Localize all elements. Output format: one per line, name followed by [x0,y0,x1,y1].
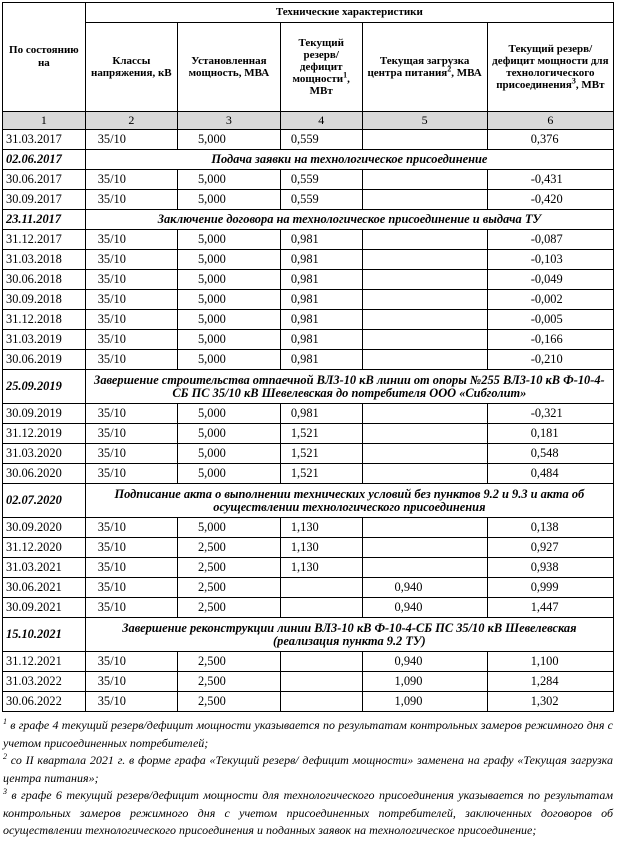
reserve-cell: 0,559 [280,190,362,210]
load-cell [362,464,487,484]
voltage-cell: 35/10 [85,578,177,598]
date-cell: 31.03.2017 [3,130,86,150]
event-description: Подача заявки на технологическое присоединение [85,150,613,170]
group-header: Технические характеристики [85,3,613,23]
voltage-cell: 35/10 [85,672,177,692]
power-cell: 5,000 [177,424,280,444]
load-cell: 1,090 [362,672,487,692]
voltage-cell: 35/10 [85,558,177,578]
load-cell [362,558,487,578]
tech-reserve-cell: 1,100 [487,652,613,672]
power-cell: 2,500 [177,672,280,692]
date-cell: 30.09.2017 [3,190,86,210]
power-cell: 5,000 [177,404,280,424]
event-description: Заключение договора на технологическое присоединение и выдача ТУ [85,210,613,230]
date-cell: 31.12.2019 [3,424,86,444]
tech-reserve-cell: 0,138 [487,518,613,538]
voltage-cell: 35/10 [85,250,177,270]
voltage-cell: 35/10 [85,652,177,672]
footnote: $^3$ в графе 6 текущий резерв/дефицит мощности для технологического присоединения указывается по результатам контрольных замеров режимного дня с учетом присоединенных потребителей, заключенных договоров об осуществлении технологического присоединения и поданных заявок на технологическое присоединение; [3,787,613,837]
reserve-cell: 1,521 [280,464,362,484]
date-cell: 30.06.2021 [3,578,86,598]
reserve-cell: 1,521 [280,424,362,444]
tech-reserve-cell: 0,938 [487,558,613,578]
table-row [3,230,614,250]
table-row [3,518,614,538]
voltage-cell: 35/10 [85,598,177,618]
col-header-tech: Текущий резерв/дефицит мощности для технологического присоединения$^3$, МВт [487,23,613,112]
col-number: 1 [3,112,86,130]
power-cell: 5,000 [177,518,280,538]
footnotes [3,717,613,840]
col-number: 6 [487,112,613,130]
col-number: 5 [362,112,487,130]
load-cell [362,350,487,370]
power-cell: 5,000 [177,290,280,310]
voltage-cell: 35/10 [85,404,177,424]
voltage-cell: 35/10 [85,424,177,444]
reserve-cell: 0,981 [280,250,362,270]
event-description: Завершение строительства отпаечной ВЛ3-10 кВ линии от опоры №255 ВЛ3-10 кВ Ф-10-4-СБ ПС 35/10 кВ Шевелевская до потребителя ООО «Сибголит» [85,370,613,404]
date-cell: 31.03.2018 [3,250,86,270]
date-cell: 30.09.2020 [3,518,86,538]
table-row [3,692,614,712]
load-cell [362,190,487,210]
date-cell: 31.03.2021 [3,558,86,578]
tech-reserve-cell: -0,420 [487,190,613,210]
event-date: 02.06.2017 [3,150,86,170]
voltage-cell: 35/10 [85,130,177,150]
event-row [3,210,614,230]
event-row [3,370,614,404]
reserve-cell: 0,981 [280,404,362,424]
tech-reserve-cell: -0,321 [487,404,613,424]
load-cell [362,130,487,150]
date-cell: 31.12.2018 [3,310,86,330]
tech-reserve-cell: -0,103 [487,250,613,270]
load-cell [362,404,487,424]
load-cell [362,290,487,310]
tech-reserve-cell: -0,210 [487,350,613,370]
reserve-cell: 0,981 [280,290,362,310]
load-cell [362,424,487,444]
voltage-cell: 35/10 [85,692,177,712]
reserve-cell: 1,521 [280,444,362,464]
load-cell: 0,940 [362,598,487,618]
date-cell: 30.06.2018 [3,270,86,290]
table-row [3,672,614,692]
power-cell: 5,000 [177,130,280,150]
tech-reserve-cell: -0,002 [487,290,613,310]
table-row [3,404,614,424]
table-row [3,464,614,484]
event-date: 23.11.2017 [3,210,86,230]
voltage-cell: 35/10 [85,518,177,538]
table-row [3,538,614,558]
reserve-cell: 0,559 [280,130,362,150]
table-row [3,424,614,444]
event-row [3,618,614,652]
date-cell: 31.12.2021 [3,652,86,672]
power-cell: 5,000 [177,250,280,270]
tech-reserve-cell: 0,999 [487,578,613,598]
tech-reserve-cell: 0,181 [487,424,613,444]
voltage-cell: 35/10 [85,350,177,370]
col-header-power: Установленная мощность, МВА [177,23,280,112]
col-header-date: По состоянию на [3,3,86,112]
power-cell: 5,000 [177,230,280,250]
tech-reserve-cell: 1,447 [487,598,613,618]
load-cell [362,250,487,270]
power-cell: 5,000 [177,310,280,330]
tech-reserve-cell: -0,005 [487,310,613,330]
table-row [3,330,614,350]
load-cell [362,270,487,290]
event-date: 25.09.2019 [3,370,86,404]
reserve-cell: 1,130 [280,558,362,578]
reserve-cell: 1,130 [280,538,362,558]
power-cell: 5,000 [177,350,280,370]
date-cell: 31.03.2019 [3,330,86,350]
power-cell: 2,500 [177,598,280,618]
table-row [3,270,614,290]
tech-reserve-cell: -0,049 [487,270,613,290]
reserve-cell [280,578,362,598]
voltage-cell: 35/10 [85,464,177,484]
reserve-cell: 0,981 [280,330,362,350]
date-cell: 31.03.2020 [3,444,86,464]
tech-reserve-cell: 1,302 [487,692,613,712]
col-header-reserve: Текущий резерв/ дефицит мощности$^1$, МВт [280,23,362,112]
tech-reserve-cell: 0,484 [487,464,613,484]
voltage-cell: 35/10 [85,170,177,190]
tech-characteristics-table [2,2,614,712]
col-header-load: Текущая загрузка центра питания$^2$, МВА [362,23,487,112]
table-row [3,290,614,310]
voltage-cell: 35/10 [85,310,177,330]
power-cell: 5,000 [177,464,280,484]
table-row [3,350,614,370]
power-cell: 2,500 [177,578,280,598]
voltage-cell: 35/10 [85,190,177,210]
date-cell: 30.06.2017 [3,170,86,190]
reserve-cell: 0,981 [280,350,362,370]
load-cell [362,538,487,558]
reserve-cell [280,652,362,672]
footnote: $^2$ со II квартала 2021 г. в форме графа «Текущий резерв/ дефицит мощности» заменена на графу «Текущая загрузка центра питания»; [3,752,613,785]
voltage-cell: 35/10 [85,330,177,350]
load-cell [362,518,487,538]
date-cell: 31.12.2017 [3,230,86,250]
voltage-cell: 35/10 [85,444,177,464]
load-cell: 0,940 [362,652,487,672]
table-row [3,652,614,672]
table-row [3,444,614,464]
voltage-cell: 35/10 [85,290,177,310]
col-number: 4 [280,112,362,130]
load-cell [362,330,487,350]
load-cell [362,444,487,464]
col-header-voltage: Классы напряжения, кВ [85,23,177,112]
column-number-row [3,112,614,130]
date-cell: 30.09.2021 [3,598,86,618]
power-cell: 5,000 [177,330,280,350]
tech-reserve-cell: -0,087 [487,230,613,250]
tech-reserve-cell: 0,548 [487,444,613,464]
load-cell [362,170,487,190]
reserve-cell: 0,559 [280,170,362,190]
reserve-cell [280,692,362,712]
power-cell: 5,000 [177,270,280,290]
load-cell: 1,090 [362,692,487,712]
load-cell [362,310,487,330]
voltage-cell: 35/10 [85,538,177,558]
event-description: Подписание акта о выполнении технических условий без пунктов 9.2 и 9.3 и акта об осуществлении технологического присоединения [85,484,613,518]
power-cell: 2,500 [177,558,280,578]
tech-reserve-cell: -0,166 [487,330,613,350]
table-row [3,598,614,618]
tech-reserve-cell: 0,376 [487,130,613,150]
date-cell: 31.03.2022 [3,672,86,692]
event-row [3,150,614,170]
reserve-cell [280,598,362,618]
voltage-cell: 35/10 [85,270,177,290]
reserve-cell: 0,981 [280,310,362,330]
power-cell: 5,000 [177,170,280,190]
date-cell: 31.12.2020 [3,538,86,558]
power-cell: 5,000 [177,190,280,210]
table-row [3,170,614,190]
event-date: 15.10.2021 [3,618,86,652]
power-cell: 2,500 [177,692,280,712]
event-date: 02.07.2020 [3,484,86,518]
power-cell: 2,500 [177,538,280,558]
table-row [3,190,614,210]
tech-reserve-cell: 1,284 [487,672,613,692]
event-description: Завершение реконструкции линии ВЛ3-10 кВ Ф-10-4-СБ ПС 35/10 кВ Шевелевская (реализация пункта 9.2 ТУ) [85,618,613,652]
reserve-cell: 1,130 [280,518,362,538]
voltage-cell: 35/10 [85,230,177,250]
table-row [3,250,614,270]
date-cell: 30.09.2019 [3,404,86,424]
table-row [3,130,614,150]
date-cell: 30.06.2022 [3,692,86,712]
reserve-cell [280,672,362,692]
tech-reserve-cell: -0,431 [487,170,613,190]
date-cell: 30.06.2020 [3,464,86,484]
date-cell: 30.09.2018 [3,290,86,310]
col-number: 2 [85,112,177,130]
table-row [3,558,614,578]
date-cell: 30.06.2019 [3,350,86,370]
table-row [3,578,614,598]
reserve-cell: 0,981 [280,230,362,250]
load-cell: 0,940 [362,578,487,598]
footnote: $^1$ в графе 4 текущий резерв/дефицит мощности указывается по результатам контрольных замеров режимного дня с учетом присоединенных потребителей; [3,717,613,750]
power-cell: 2,500 [177,652,280,672]
table-row [3,310,614,330]
power-cell: 5,000 [177,444,280,464]
tech-reserve-cell: 0,927 [487,538,613,558]
table-body [3,130,614,712]
col-number: 3 [177,112,280,130]
load-cell [362,230,487,250]
reserve-cell: 0,981 [280,270,362,290]
event-row [3,484,614,518]
